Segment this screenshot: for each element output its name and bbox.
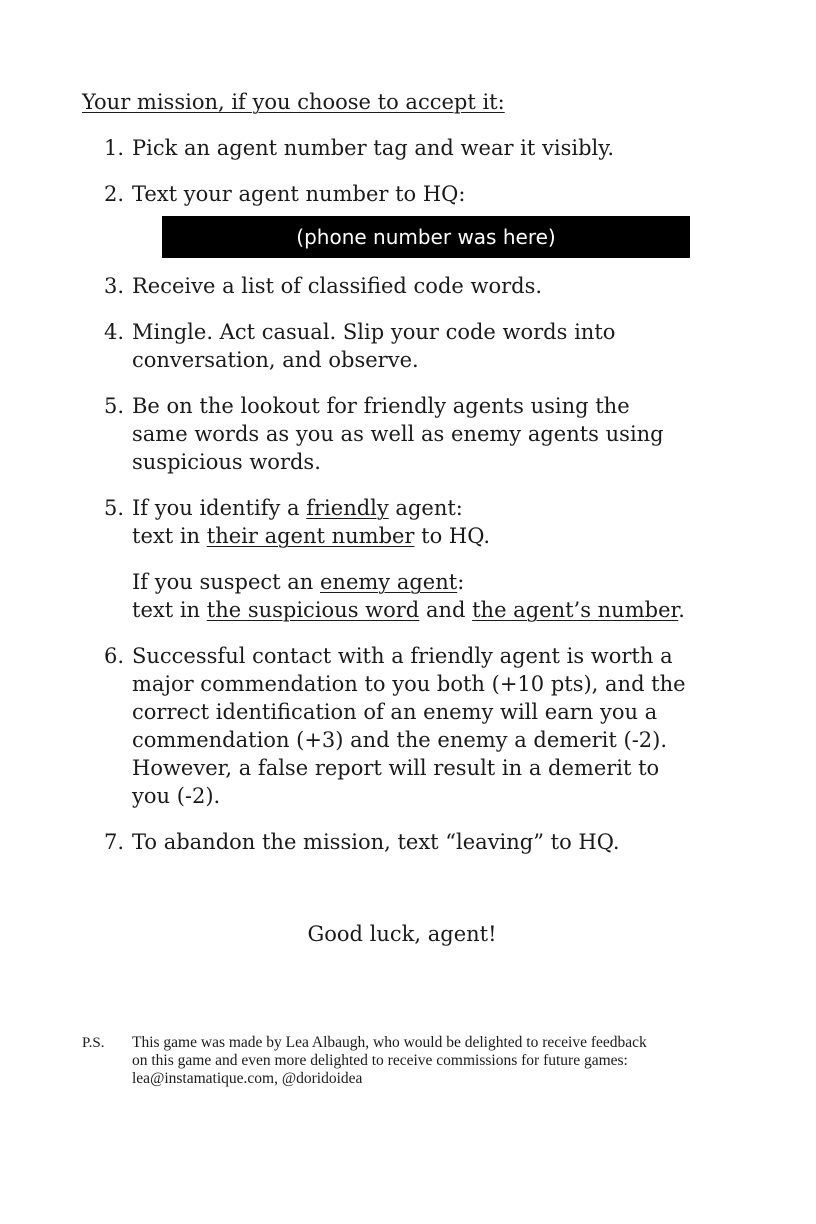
item-number: 5. — [104, 394, 125, 418]
list-item-1 — [104, 134, 744, 162]
item-text-line: Successful contact with a friendly agent is worth a — [132, 644, 673, 668]
item-number: 2. — [104, 182, 125, 206]
item-number: 6. — [104, 644, 125, 668]
friendly-line-1 — [132, 494, 744, 522]
item-text: Receive a list of classified code words. — [132, 274, 543, 298]
item-text-line: correct identification of an enemy will earn you a — [132, 700, 658, 724]
item-number: 7. — [104, 830, 125, 854]
item-text-line: Mingle. Act casual. Slip your code words into — [132, 320, 616, 344]
text-span: If you suspect an — [132, 570, 320, 594]
list-item-2 — [104, 180, 744, 208]
ps-line: This game was made by Lea Albaugh, who would be delighted to receive feedback — [132, 1034, 647, 1051]
suspicious-word-text: the suspicious word — [206, 598, 420, 622]
item-text-line: major commendation to you both (+10 pts), and the — [132, 672, 686, 696]
item-text: Pick an agent number tag and wear it visibly. — [132, 136, 614, 160]
text-span: to HQ. — [414, 524, 491, 548]
item-text-line: commendation (+3) and the enemy a demerit (-2). — [132, 728, 668, 752]
list-item-5 — [104, 392, 744, 476]
item-number: 5. — [104, 496, 125, 520]
ps-line: lea@instamatique.com, @doridoidea — [132, 1070, 363, 1087]
item-text-line: conversation, and observe. — [132, 348, 419, 372]
text-span: : — [457, 570, 465, 594]
item-text-line: you (-2). — [132, 784, 221, 808]
item-text: Text your agent number to HQ: — [132, 182, 466, 206]
friendly-word: friendly — [306, 496, 389, 520]
enemy-line-2 — [132, 596, 744, 624]
list-item-5b — [104, 494, 744, 624]
text-span: text in — [132, 598, 207, 622]
list-item-6 — [104, 642, 744, 810]
text-span: . — [678, 598, 685, 622]
friendly-line-2 — [132, 522, 744, 550]
list-item-3 — [104, 272, 744, 300]
item-number: 3. — [104, 274, 125, 298]
redacted-phone-box: (phone number was here) — [162, 216, 690, 258]
signoff-text: Good luck, agent! — [307, 922, 497, 946]
text-span: and — [419, 598, 473, 622]
text-span: text in — [132, 524, 207, 548]
mission-intro: Your mission, if you choose to accept it: — [82, 90, 505, 114]
list-item-4 — [104, 318, 744, 374]
text-span: If you identify a — [132, 496, 307, 520]
item-text: To abandon the mission, text “leaving” to HQ. — [132, 830, 620, 854]
item-number: 1. — [104, 136, 125, 160]
item-number: 4. — [104, 320, 125, 344]
enemy-agent-word: enemy agent — [320, 570, 458, 594]
ps-note — [132, 1034, 742, 1088]
item-text-line: suspicious words. — [132, 450, 321, 474]
item-text-line: same words as you as well as enemy agents using — [132, 422, 664, 446]
ps-label: P.S. — [82, 1035, 105, 1051]
item-text-line: Be on the lookout for friendly agents using the — [132, 394, 630, 418]
list-item-7 — [104, 828, 744, 856]
agents-number-text: the agent’s number — [472, 598, 679, 622]
enemy-line-1 — [132, 568, 744, 596]
text-span: agent: — [388, 496, 463, 520]
their-agent-number-text: their agent number — [206, 524, 415, 548]
item-text-line: However, a false report will result in a demerit to — [132, 756, 660, 780]
ps-line: on this game and even more delighted to receive commissions for future games: — [132, 1052, 628, 1069]
